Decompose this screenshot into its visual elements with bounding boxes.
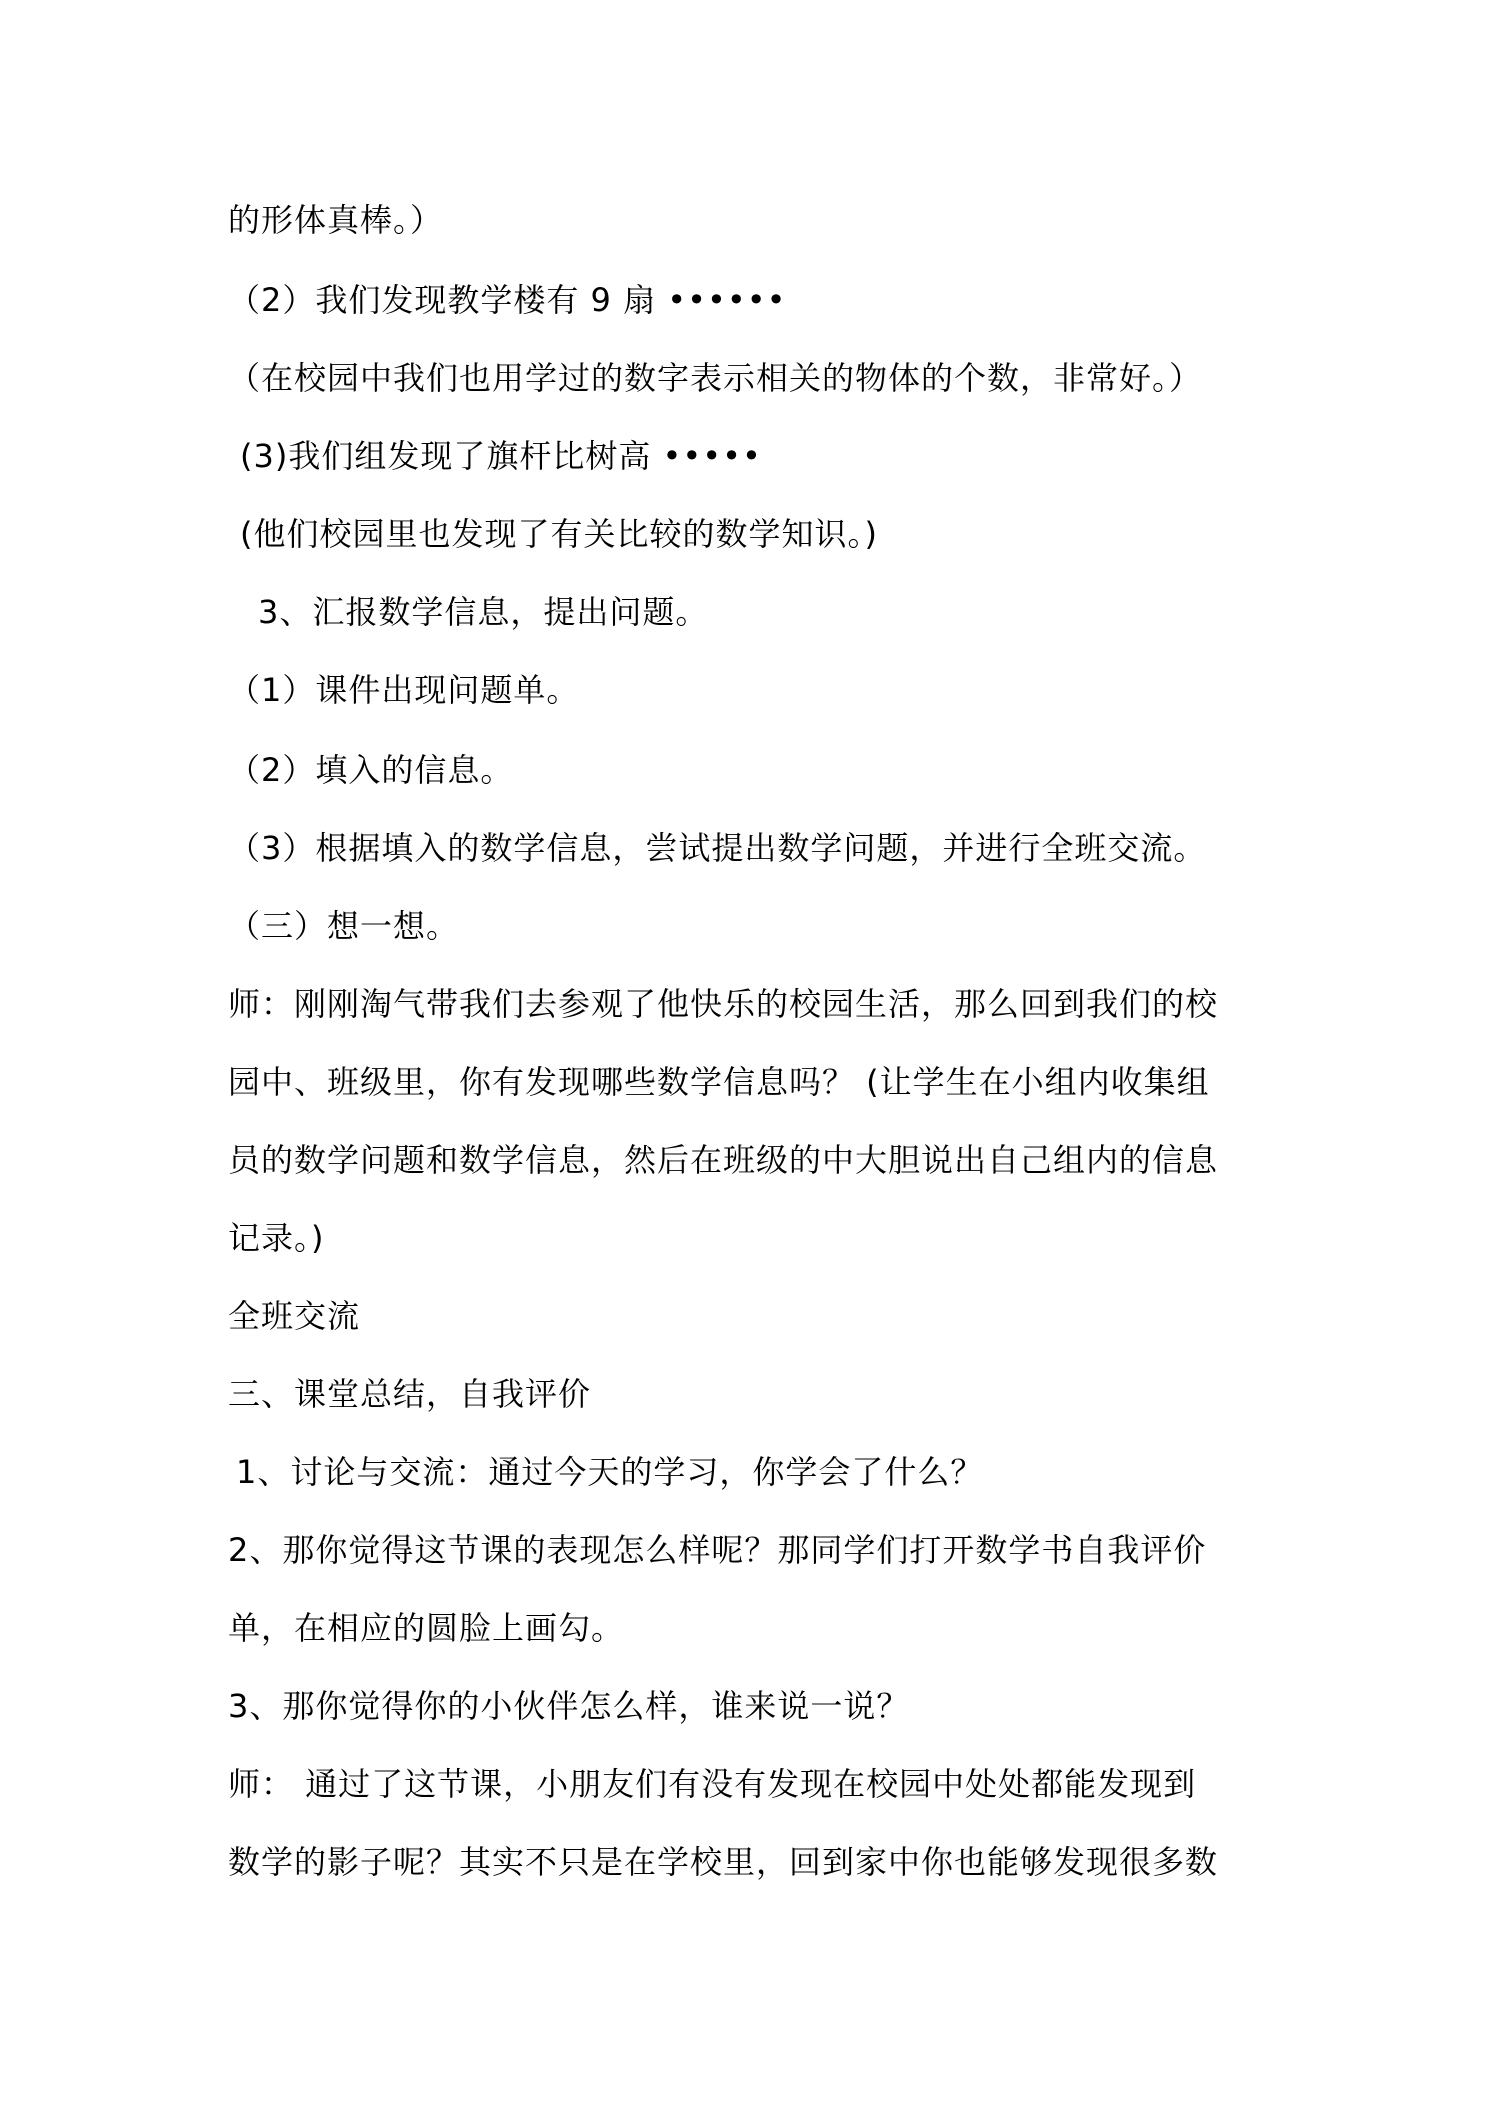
text-line: 1、讨论与交流：通过今天的学习，你学会了什么？: [236, 1453, 984, 1491]
text-line: 园中、班级里，你有发现哪些数学信息吗？ (让学生在小组内收集组: [228, 1063, 1210, 1101]
text-line: 3、那你觉得你的小伙伴怎么样，谁来说一说？: [228, 1687, 910, 1725]
text-line: （在校园中我们也用学过的数字表示相关的物体的个数，非常好。）: [228, 359, 1203, 397]
text-line: 数学的影子呢？其实不只是在学校里，回到家中你也能够发现很多数: [228, 1843, 1219, 1881]
text-line: 记录。): [228, 1219, 325, 1257]
text-line: 2、那你觉得这节课的表现怎么样呢？那同学们打开数学书自我评价: [228, 1531, 1207, 1569]
section-heading: 3、汇报数学信息，提出问题。: [258, 593, 709, 631]
text-line: 全班交流: [228, 1297, 361, 1335]
text-line: （1）课件出现问题单。: [228, 671, 580, 709]
text-line: (3)我们组发现了旗杆比树高 •••••: [240, 437, 762, 475]
text-line: （2）填入的信息。: [228, 751, 514, 789]
text-line: 单，在相应的圆脸上画勾。: [228, 1609, 625, 1647]
section-heading: 三、课堂总结，自我评价: [228, 1375, 592, 1413]
text-line: （2）我们发现教学楼有 9 扇 ••••••: [228, 281, 787, 319]
text-line: 的形体真棒。）: [228, 201, 444, 239]
text-line: （3）根据填入的数学信息，尝试提出数学问题，并进行全班交流。: [228, 829, 1207, 867]
text-line: 员的数学问题和数学信息，然后在班级的中大胆说出自己组内的信息: [228, 1141, 1219, 1179]
text-line: (他们校园里也发现了有关比较的数学知识。): [240, 515, 878, 553]
section-heading: （三）想一想。: [228, 907, 460, 945]
text-line: 师：刚刚淘气带我们去参观了他快乐的校园生活，那么回到我们的校: [228, 985, 1219, 1023]
text-line: 师： 通过了这节课，小朋友们有没有发现在校园中处处都能发现到: [228, 1765, 1197, 1803]
